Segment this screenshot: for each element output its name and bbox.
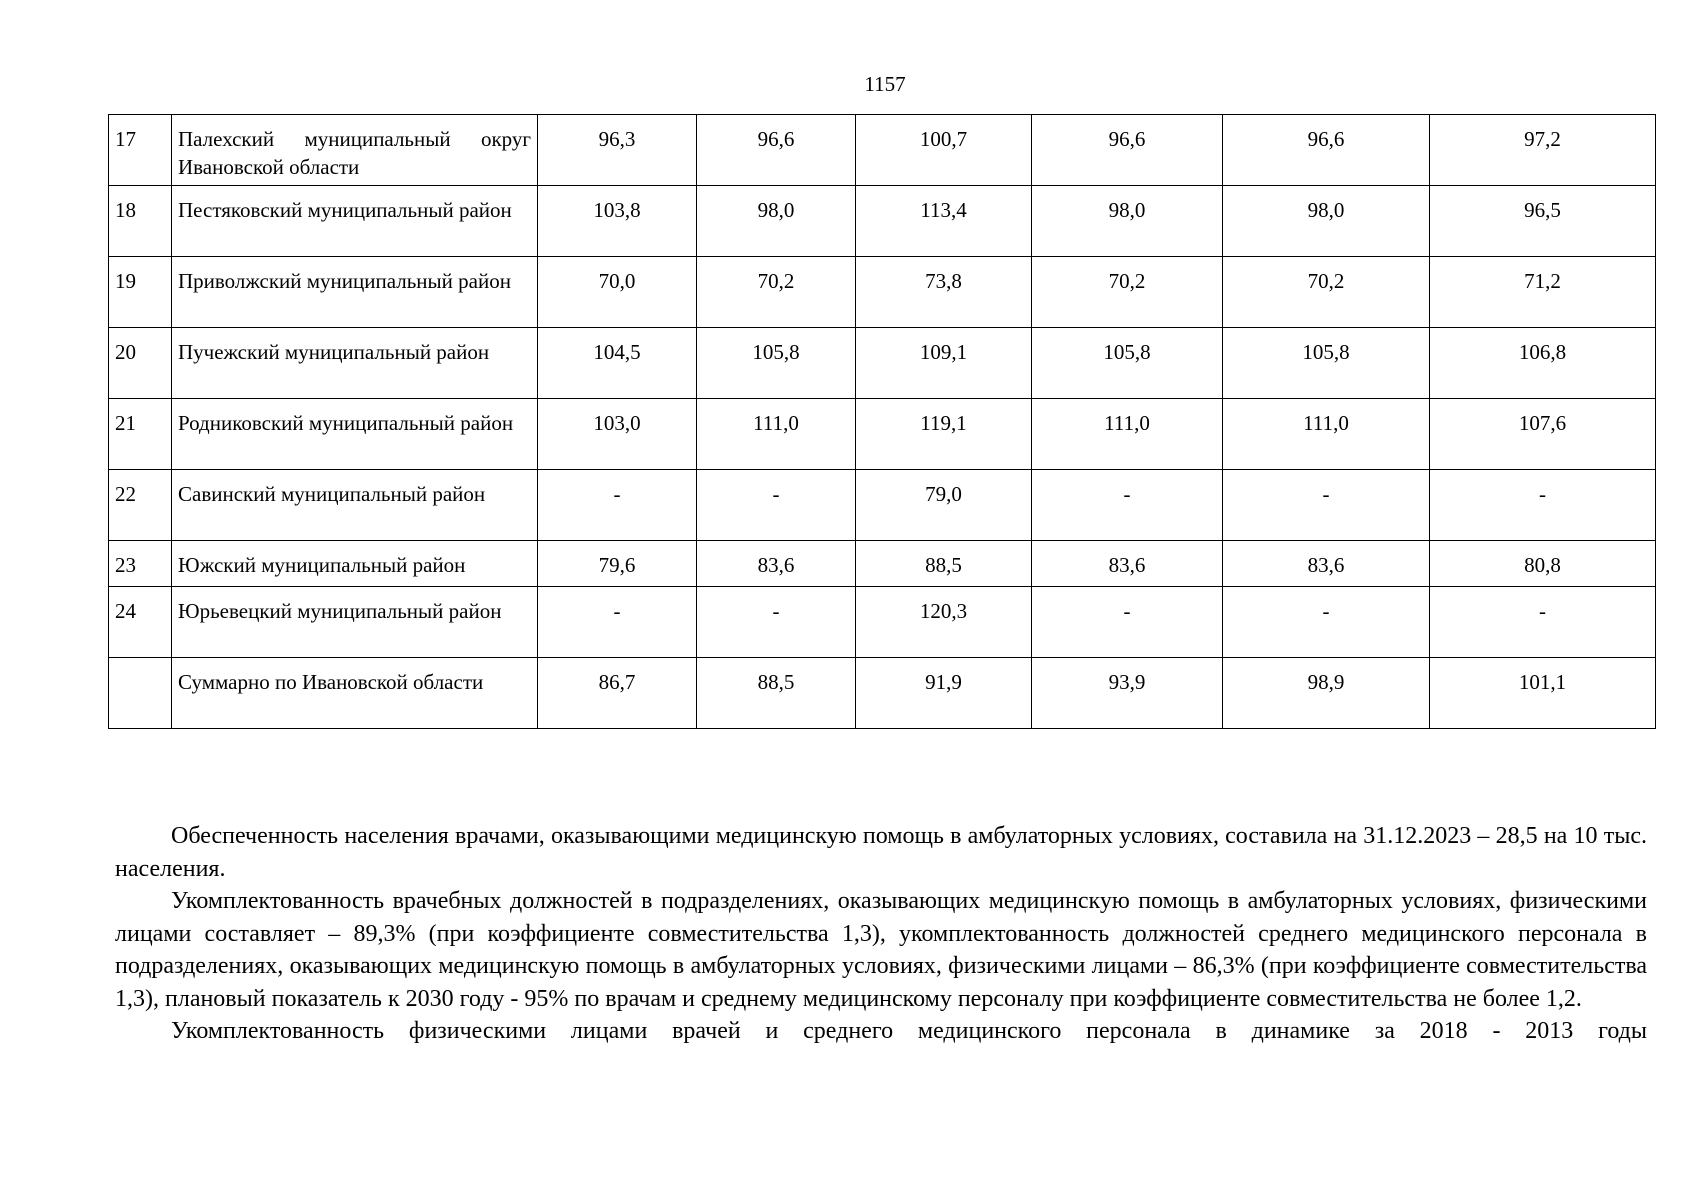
value-cell: - (1223, 587, 1430, 658)
value-cell: 71,2 (1430, 257, 1656, 328)
value-cell: 97,2 (1430, 115, 1656, 186)
value-cell: 96,6 (1223, 115, 1430, 186)
value-cell: 107,6 (1430, 399, 1656, 470)
value-cell: 79,6 (538, 541, 697, 587)
value-cell: 109,1 (856, 328, 1032, 399)
district-name-cell: Палехский муниципальный округ Ивановской области (172, 115, 538, 186)
row-number-cell: 21 (109, 399, 172, 470)
table-row (109, 587, 1656, 658)
value-cell: 96,6 (697, 115, 856, 186)
value-cell: 70,2 (697, 257, 856, 328)
value-cell: 105,8 (1032, 328, 1223, 399)
value-cell: - (1430, 587, 1656, 658)
value-cell: 120,3 (856, 587, 1032, 658)
value-cell: 103,8 (538, 186, 697, 257)
paragraph-provision: Обеспеченность населения врачами, оказывающими медицинскую помощь в амбулаторных условиях, составила на 31.12.2023 – 28,5 на 10 тыс. населения. (115, 823, 1647, 882)
row-number-cell: 22 (109, 470, 172, 541)
table-row (109, 470, 1656, 541)
value-cell: - (538, 587, 697, 658)
value-cell: 101,1 (1430, 658, 1656, 729)
table-row (109, 186, 1656, 257)
value-cell: 70,2 (1032, 257, 1223, 328)
value-cell: 83,6 (697, 541, 856, 587)
value-cell: - (1430, 470, 1656, 541)
value-cell: 80,8 (1430, 541, 1656, 587)
row-number-cell: 19 (109, 257, 172, 328)
value-cell: 98,0 (1032, 186, 1223, 257)
value-cell: 96,6 (1032, 115, 1223, 186)
row-number-cell: 20 (109, 328, 172, 399)
row-number-cell: 18 (109, 186, 172, 257)
page-number: 1157 (864, 72, 906, 96)
value-cell: 98,0 (1223, 186, 1430, 257)
row-number-cell: 24 (109, 587, 172, 658)
value-cell: - (697, 470, 856, 541)
value-cell: 105,8 (697, 328, 856, 399)
district-name-cell: Южский муниципальный район (172, 541, 538, 587)
value-cell: - (697, 587, 856, 658)
table-row (109, 541, 1656, 587)
district-name-cell: Савинский муниципальный район (172, 470, 538, 541)
value-cell: - (1032, 470, 1223, 541)
table-row (109, 399, 1656, 470)
value-cell: 79,0 (856, 470, 1032, 541)
value-cell: 104,5 (538, 328, 697, 399)
value-cell: 113,4 (856, 186, 1032, 257)
value-cell: 111,0 (1223, 399, 1430, 470)
value-cell: 73,8 (856, 257, 1032, 328)
value-cell: 88,5 (697, 658, 856, 729)
table-row (109, 658, 1656, 729)
value-cell: 105,8 (1223, 328, 1430, 399)
value-cell: 98,0 (697, 186, 856, 257)
value-cell: - (538, 470, 697, 541)
table-body (109, 115, 1656, 729)
value-cell: 96,5 (1430, 186, 1656, 257)
value-cell: 103,0 (538, 399, 697, 470)
value-cell: 111,0 (1032, 399, 1223, 470)
value-cell: 70,0 (538, 257, 697, 328)
value-cell: 111,0 (697, 399, 856, 470)
table-row (109, 328, 1656, 399)
body-text (115, 820, 1647, 1048)
value-cell: 98,9 (1223, 658, 1430, 729)
value-cell: 86,7 (538, 658, 697, 729)
district-name-cell: Пестяковский муниципальный район (172, 186, 538, 257)
value-cell: 91,9 (856, 658, 1032, 729)
value-cell: 88,5 (856, 541, 1032, 587)
value-cell: 70,2 (1223, 257, 1430, 328)
paragraph-staffing: Укомплектованность врачебных должностей в подразделениях, оказывающих медицинскую помощь в амбулаторных условиях, физическими лицами составляет – 89,3% (при коэффициенте совместительства 1,3), укомплектованность должностей среднего медицинского персонала в подразделениях, оказывающих медицинскую помощь в амбулаторных условиях, физическими лицами – 86,3% (при коэффициенте совместительства 1,3), плановый показатель к 2030 году - 95% по врачам и среднему медицинскому персоналу при коэффициенте совместительства не более 1,2. (115, 888, 1647, 1012)
value-cell: 106,8 (1430, 328, 1656, 399)
district-name-cell: Приволжский муниципальный район (172, 257, 538, 328)
value-cell: 96,3 (538, 115, 697, 186)
value-cell: - (1223, 470, 1430, 541)
row-number-cell: 23 (109, 541, 172, 587)
table-row (109, 115, 1656, 186)
value-cell: 119,1 (856, 399, 1032, 470)
row-number-cell: 17 (109, 115, 172, 186)
paragraph-dynamics: Укомплектованность физическими лицами врачей и среднего медицинского персонала в динамике за 2018 - 2013 годы (171, 1018, 1647, 1044)
value-cell: - (1032, 587, 1223, 658)
district-name-cell: Пучежский муниципальный район (172, 328, 538, 399)
district-name-cell: Родниковский муниципальный район (172, 399, 538, 470)
district-name-cell: Юрьевецкий муниципальный район (172, 587, 538, 658)
row-number-cell (109, 658, 172, 729)
table-row (109, 257, 1656, 328)
value-cell: 100,7 (856, 115, 1032, 186)
indicators-table (108, 114, 1656, 729)
value-cell: 83,6 (1223, 541, 1430, 587)
value-cell: 93,9 (1032, 658, 1223, 729)
value-cell: 83,6 (1032, 541, 1223, 587)
district-name-cell: Суммарно по Ивановской области (172, 658, 538, 729)
